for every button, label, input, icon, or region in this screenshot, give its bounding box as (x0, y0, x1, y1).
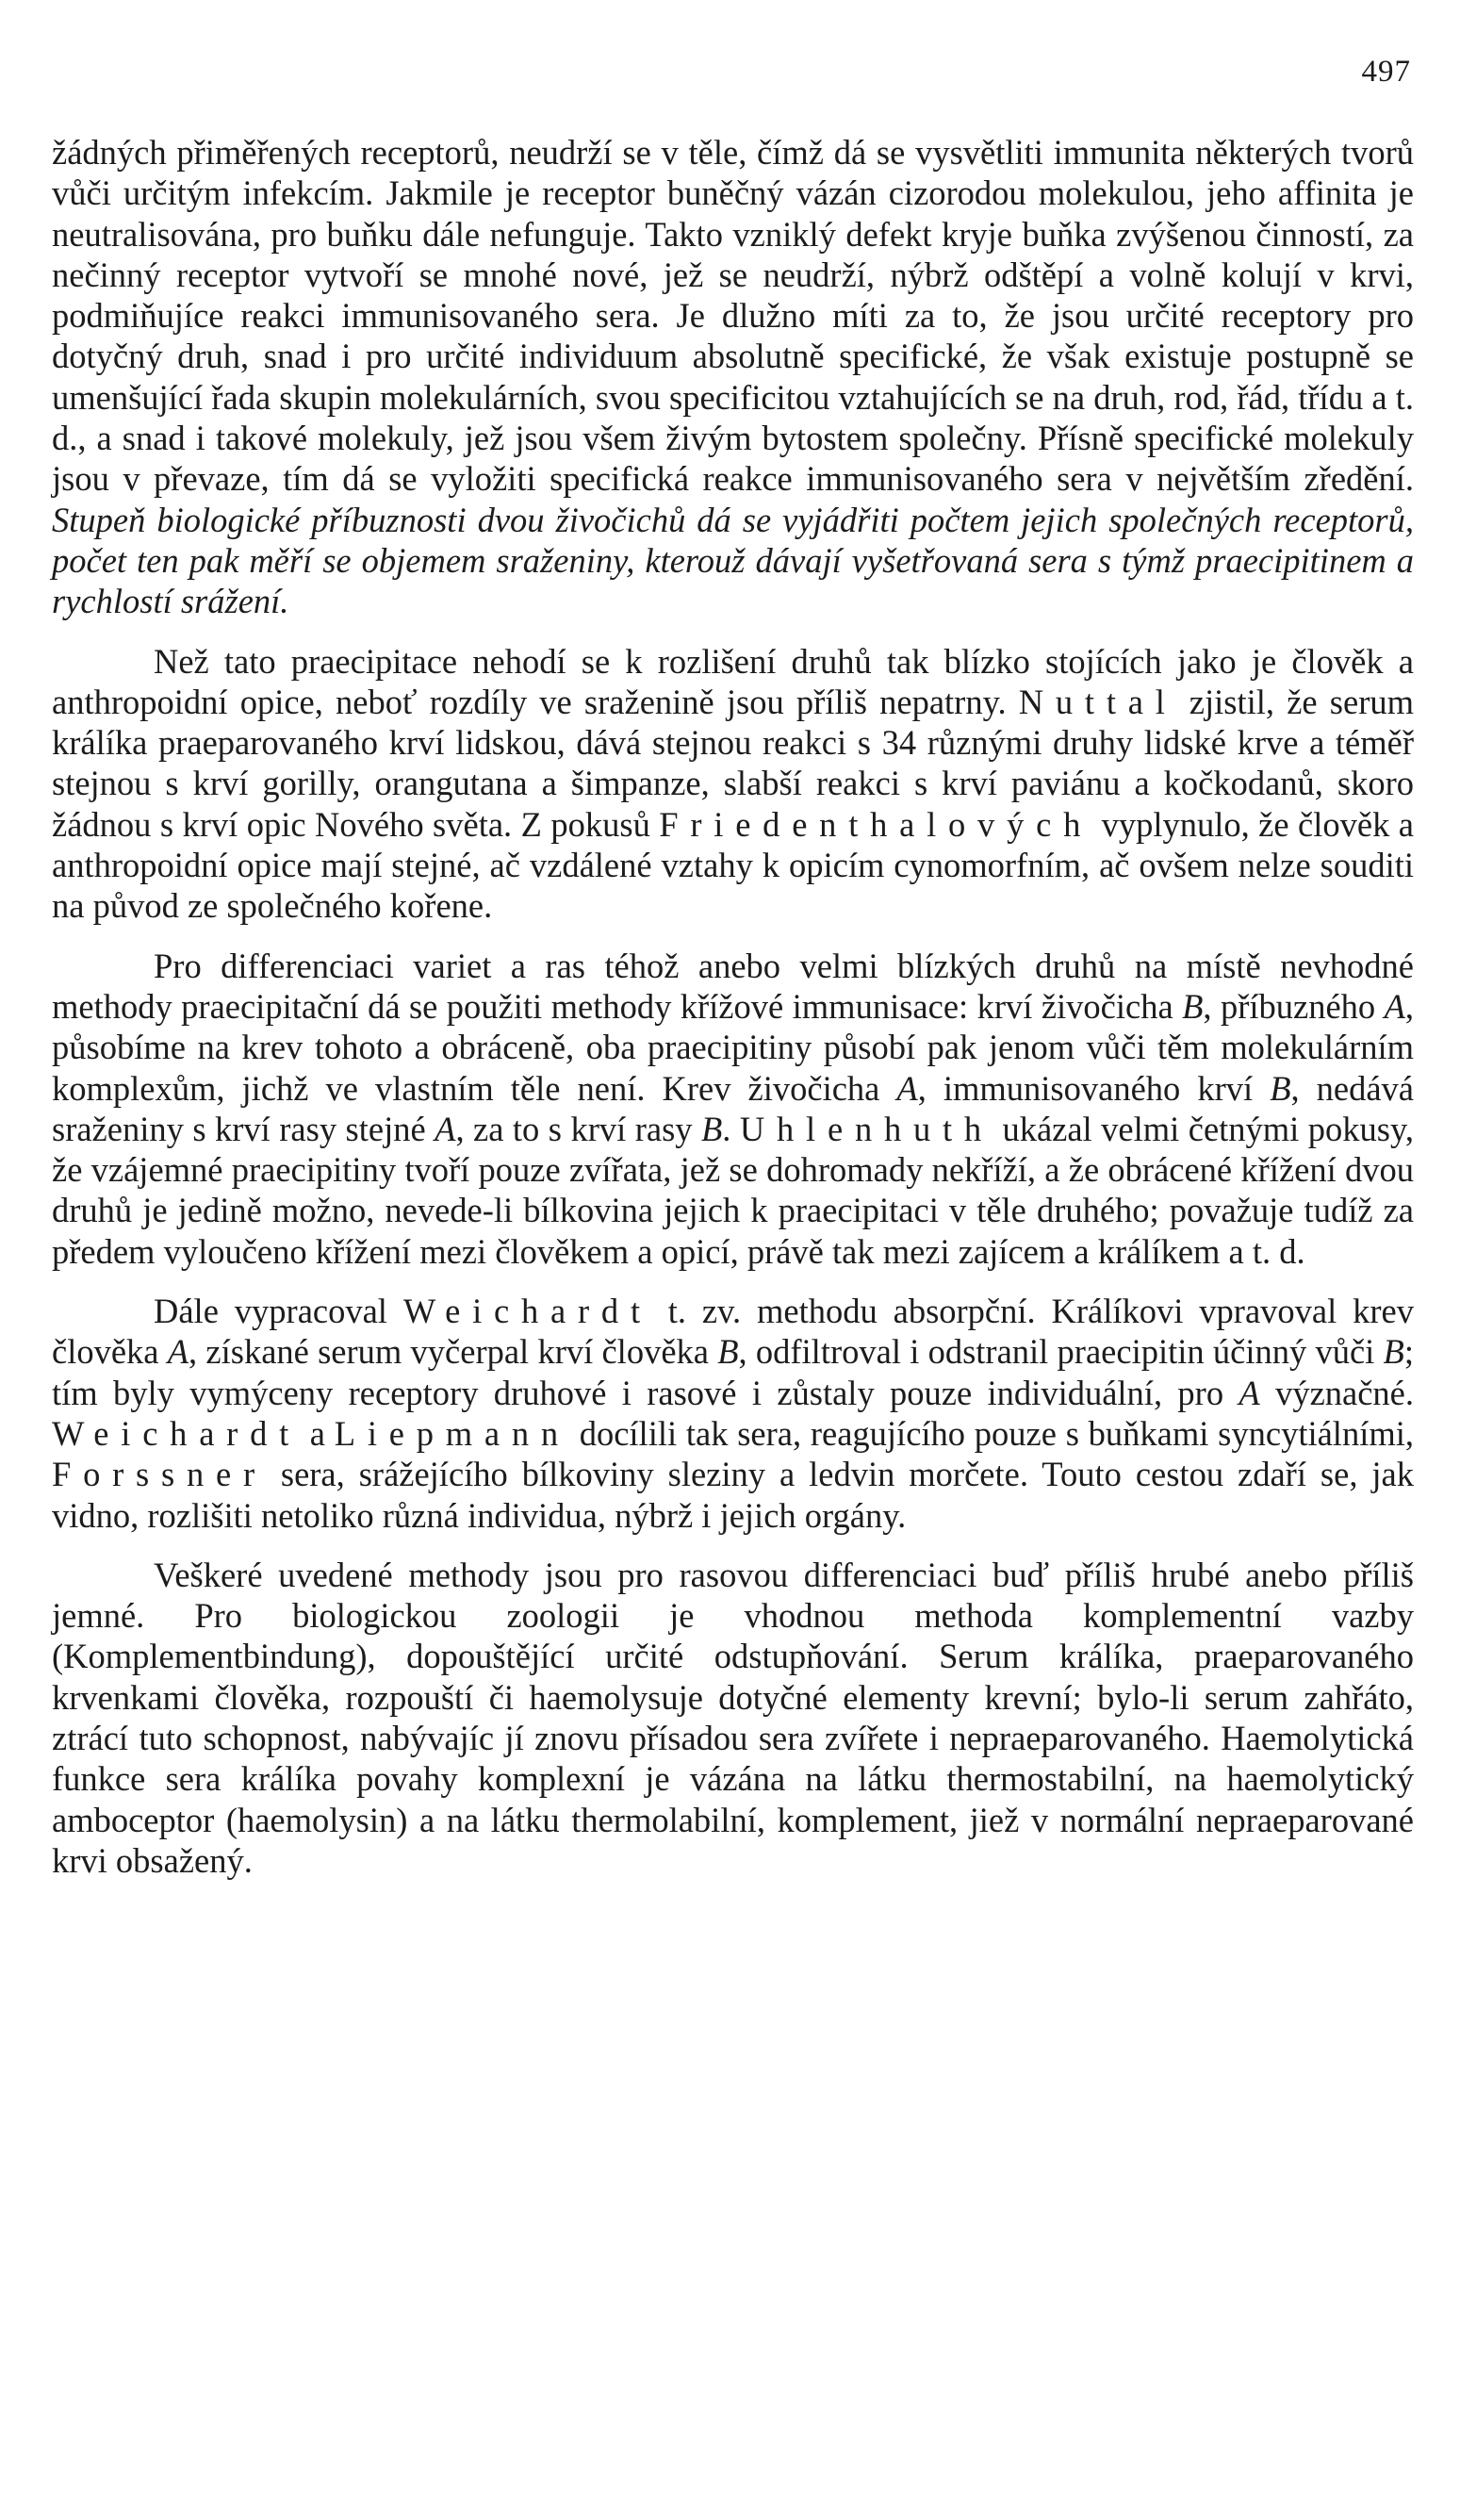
text-run: zjistil, že serum králíka praeparovaného krví lidskou, dává stejnou reakci s 34 různými druhy lidské krve a téměř stejnou s krví gorilly, orangutana a šimpanze, slabší reakci s krví paviánu a kočkodanů, skoro žádnou s krví opic Nového světa. Z pokusů (52, 682, 1414, 844)
text-run: Dále vypracoval (154, 1292, 403, 1331)
emphasized-text: B (701, 1109, 723, 1148)
text-run: Veškeré uvedené methody jsou pro rasovou differenciaci buď příliš hrubé anebo příliš jemné. Pro biologickou zoologii je vhodnou methoda komplementní vazby (Komplementbindung), dopouštějící určité odstupňování. Serum králíka, praeparovaného krvenkami člověka, rozpouští či haemolysuje dotyčné elementy krevní; bylo-li serum zahřáto, ztrácí tuto schopnost, nabývajíc jí znovu přísadou sera zvířete i nepraeparovaného. Haemolytická funkce sera králíka povahy komplexní je vázána na látku thermostabilní, na haemolytický amboceptor (haemolysin) a na látku thermolabilní, komplement, jiež v normální nepraeparované krvi obsažený. (52, 1555, 1414, 1880)
emphasized-text: A (896, 1068, 918, 1108)
text-run: , získané serum vyčerpal krví člověka (189, 1332, 718, 1372)
emphasized-text: A (1239, 1373, 1260, 1412)
text-run: , odfiltroval i odstranil praecipitin účinný vůči (738, 1332, 1384, 1372)
emphasized-text: B (1270, 1068, 1291, 1108)
text-column (52, 132, 1414, 1900)
text-run: žádných přiměřených receptorů, neudrží se v těle, čímž dá se vysvětliti immunita některých tvorů vůči určitým infekcím. Jakmile je receptor buněčný vázán cizorodou molekulou, jeho affinita je neutralisována, pro buňku dále nefunguje. Takto vzniklý defekt kryje buňka zvýšenou činností, za nečinný receptor vytvoří se mnohé nové, jež se neudrží, nýbrž odštěpí a volně kolují v krvi, podmiňujíce reakci immunisovaného sera. Je dlužno míti za to, že jsou určité receptory pro dotyčný druh, snad i pro určité individuum absolutně specifické, že však existuje postupně se umenšující řada skupin molekulárních, svou specificitou vztahujících se na druh, rod, řád, třídu a t. d., a snad i takové molekuly, jež jsou všem živým bytostem společny. Přísně specifické molekuly jsou v převaze, tím dá se vyložiti specifická reakce immunisovaného sera v největším zředění. (52, 133, 1414, 499)
paragraph-5 (52, 1555, 1414, 1881)
author-name: Weichardt (52, 1413, 302, 1453)
emphasized-text: A (1384, 986, 1405, 1026)
text-run: , za to s krví rasy (455, 1109, 701, 1148)
paragraph-1 (52, 132, 1414, 622)
author-name: Nuttal (1018, 682, 1177, 721)
text-run: význačné. (1259, 1373, 1414, 1412)
text-run: Pro differenciaci variet a ras téhož anebo velmi blízkých druhů na místě nevhodné methody praecipitační dá se použiti methody křížové immunisace: krví živočicha (52, 946, 1414, 1026)
emphasized-text: Stupeň biologické příbuznosti dvou živočichů dá se vyjádřiti počtem jejich společných receptorů, počet ten pak měří se objemem sraženiny, kterouž dávají vyšetřovaná sera s týmž praecipitinem a rychlostí srážení. (52, 500, 1414, 621)
text-run: docílili tak sera, reagujícího pouze s buňkami syncytiálními, (569, 1413, 1414, 1453)
author-name: Liepmann (334, 1413, 570, 1453)
emphasized-text: A (435, 1109, 456, 1148)
emphasized-text: B (1383, 1332, 1404, 1372)
text-run: ukázal velmi četnými pokusy, že vzájemné praecipitiny tvoří pouze zvířata, jež se dohromady nekříží, a že obrácené křížení dvou druhů je jedině možno, nevede-li bílkovina jejich k praecipitaci v těle druhého; považuje tudíž za předem vyloučeno křížení mezi člověkem a opicí, právě tak mezi zajícem a králíkem a t. d. (52, 1109, 1414, 1271)
page-number: 497 (1361, 55, 1411, 89)
text-run: , příbuzného (1203, 986, 1385, 1026)
emphasized-text: A (167, 1332, 189, 1372)
emphasized-text: B (1182, 986, 1204, 1026)
text-run: sera, srážejícího bílkoviny sleziny a ledvin morčete. Touto cestou zdaří se, jak vidno, rozlišiti netoliko různá individua, nýbrž i jejich orgány. (52, 1455, 1414, 1535)
paragraph-4 (52, 1291, 1414, 1536)
author-name: Forssner (52, 1455, 267, 1494)
emphasized-text: B (717, 1332, 739, 1372)
text-run: t. zv. methodu absorpční. Králíkovi vpravoval krev člověka (52, 1292, 1414, 1372)
paragraph-3 (52, 946, 1414, 1272)
text-run: vyplynulo, že člověk a anthropoidní opice mají stejné, ač vzdálené vztahy k opicím cynomorfním, ač ovšem nelze souditi na původ ze společného kořene. (52, 804, 1414, 926)
text-run: , immunisovaného krví (917, 1068, 1271, 1108)
author-name: Friedenthalových (659, 804, 1093, 844)
text-run: a (301, 1413, 335, 1453)
text-run: . (722, 1109, 740, 1148)
author-name: Uhlenhuth (739, 1109, 993, 1148)
text-run: ; tím byly vymýceny receptory druhové i rasové i zůstaly pouze individuální, pro (52, 1332, 1414, 1412)
text-run: Než tato praecipitace nehodí se k rozlišení druhů tak blízko stojících jako je člověk a anthropoidní opice, neboť rozdíly ve sraženině jsou příliš nepatrny. (52, 641, 1414, 721)
paragraph-2 (52, 641, 1414, 927)
text-run: , působíme na krev tohoto a obráceně, oba praecipitiny působí pak jenom vůči těm molekulárním komplexům, jichž ve vlastním těle není. Krev živočicha (52, 986, 1415, 1108)
author-name: Weichardt (402, 1292, 652, 1331)
text-run: , nedává sraženiny s krví rasy stejné (52, 1068, 1415, 1148)
